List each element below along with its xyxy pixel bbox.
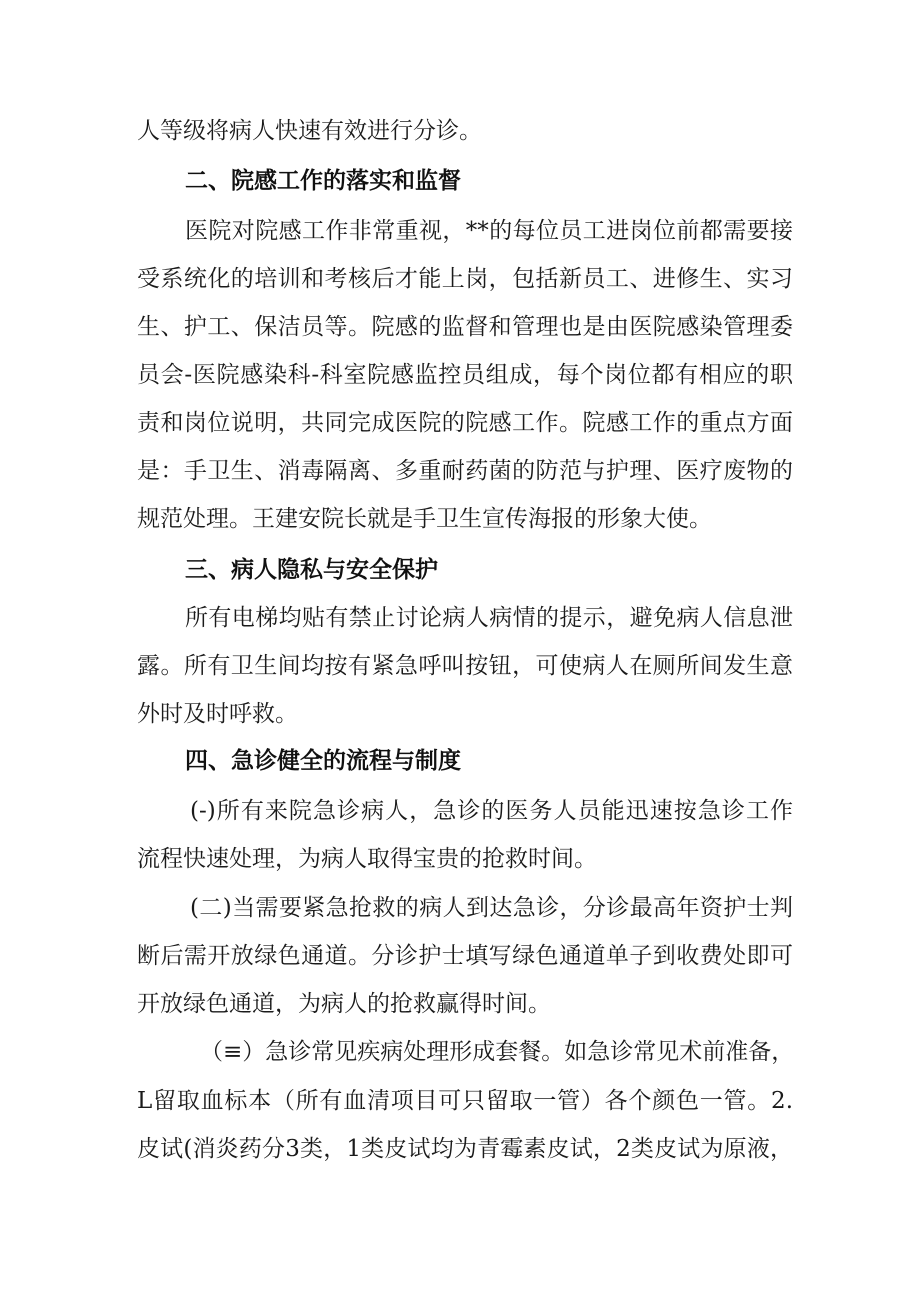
paragraph-line: 员会-医院感染科-科室院感监控员组成，每个岗位都有相应的职 bbox=[137, 362, 793, 388]
section-heading-infection-control: 二、院感工作的落实和监督 bbox=[185, 168, 461, 194]
list-item-line: 断后需开放绿色通道。分诊护士填写绿色通道单子到收费处即可 bbox=[137, 943, 793, 969]
list-item-line: L留取血标本（所有血清项目可只留取一管）各个颜色一管。2. bbox=[137, 1088, 793, 1114]
list-item-line: 皮试(消炎药分3类，1类皮试均为青霉素皮试，2类皮试为原液， bbox=[137, 1136, 793, 1162]
paragraph-line: 受系统化的培训和考核后才能上岗，包括新员工、进修生、实习 bbox=[137, 266, 793, 292]
paragraph-line: 医院对院感工作非常重视，**的每位员工进岗位前都需要接 bbox=[185, 218, 793, 244]
list-item-line: 流程快速处理，为病人取得宝贵的抢救时间。 bbox=[137, 846, 597, 872]
list-item-line: (二)当需要紧急抢救的病人到达急诊，分诊最高年资护士判 bbox=[190, 895, 793, 921]
list-item-line: 开放绿色通道，为病人的抢救赢得时间。 bbox=[137, 991, 551, 1017]
paragraph-line: 责和岗位说明，共同完成医院的院感工作。院感工作的重点方面 bbox=[137, 410, 793, 436]
paragraph-line: 露。所有卫生间均按有紧急呼叫按钮，可使病人在厕所间发生意 bbox=[137, 653, 793, 679]
paragraph-line: 规范处理。王建安院长就是手卫生宣传海报的形象大使。 bbox=[137, 506, 712, 532]
list-item-line: (-)所有来院急诊病人，急诊的医务人员能迅速按急诊工作 bbox=[190, 798, 793, 824]
paragraph-line: 所有电梯均贴有禁止讨论病人病情的提示，避免病人信息泄 bbox=[185, 605, 793, 631]
paragraph-line: 生、护工、保洁员等。院感的监督和管理也是由医院感染管理委 bbox=[137, 314, 793, 340]
section-heading-privacy-safety: 三、病人隐私与安全保护 bbox=[185, 557, 438, 583]
section-heading-emergency-process: 四、急诊健全的流程与制度 bbox=[185, 748, 461, 774]
list-item-line: （≡）急诊常见疾病处理形成套餐。如急诊常见术前准备， bbox=[200, 1039, 795, 1065]
paragraph-line: 外时及时呼救。 bbox=[137, 701, 298, 727]
paragraph-line: 是：手卫生、消毒隔离、多重耐药菌的防范与护理、医疗废物的 bbox=[137, 458, 793, 484]
paragraph-line: 人等级将病人快速有效进行分诊。 bbox=[137, 118, 482, 144]
